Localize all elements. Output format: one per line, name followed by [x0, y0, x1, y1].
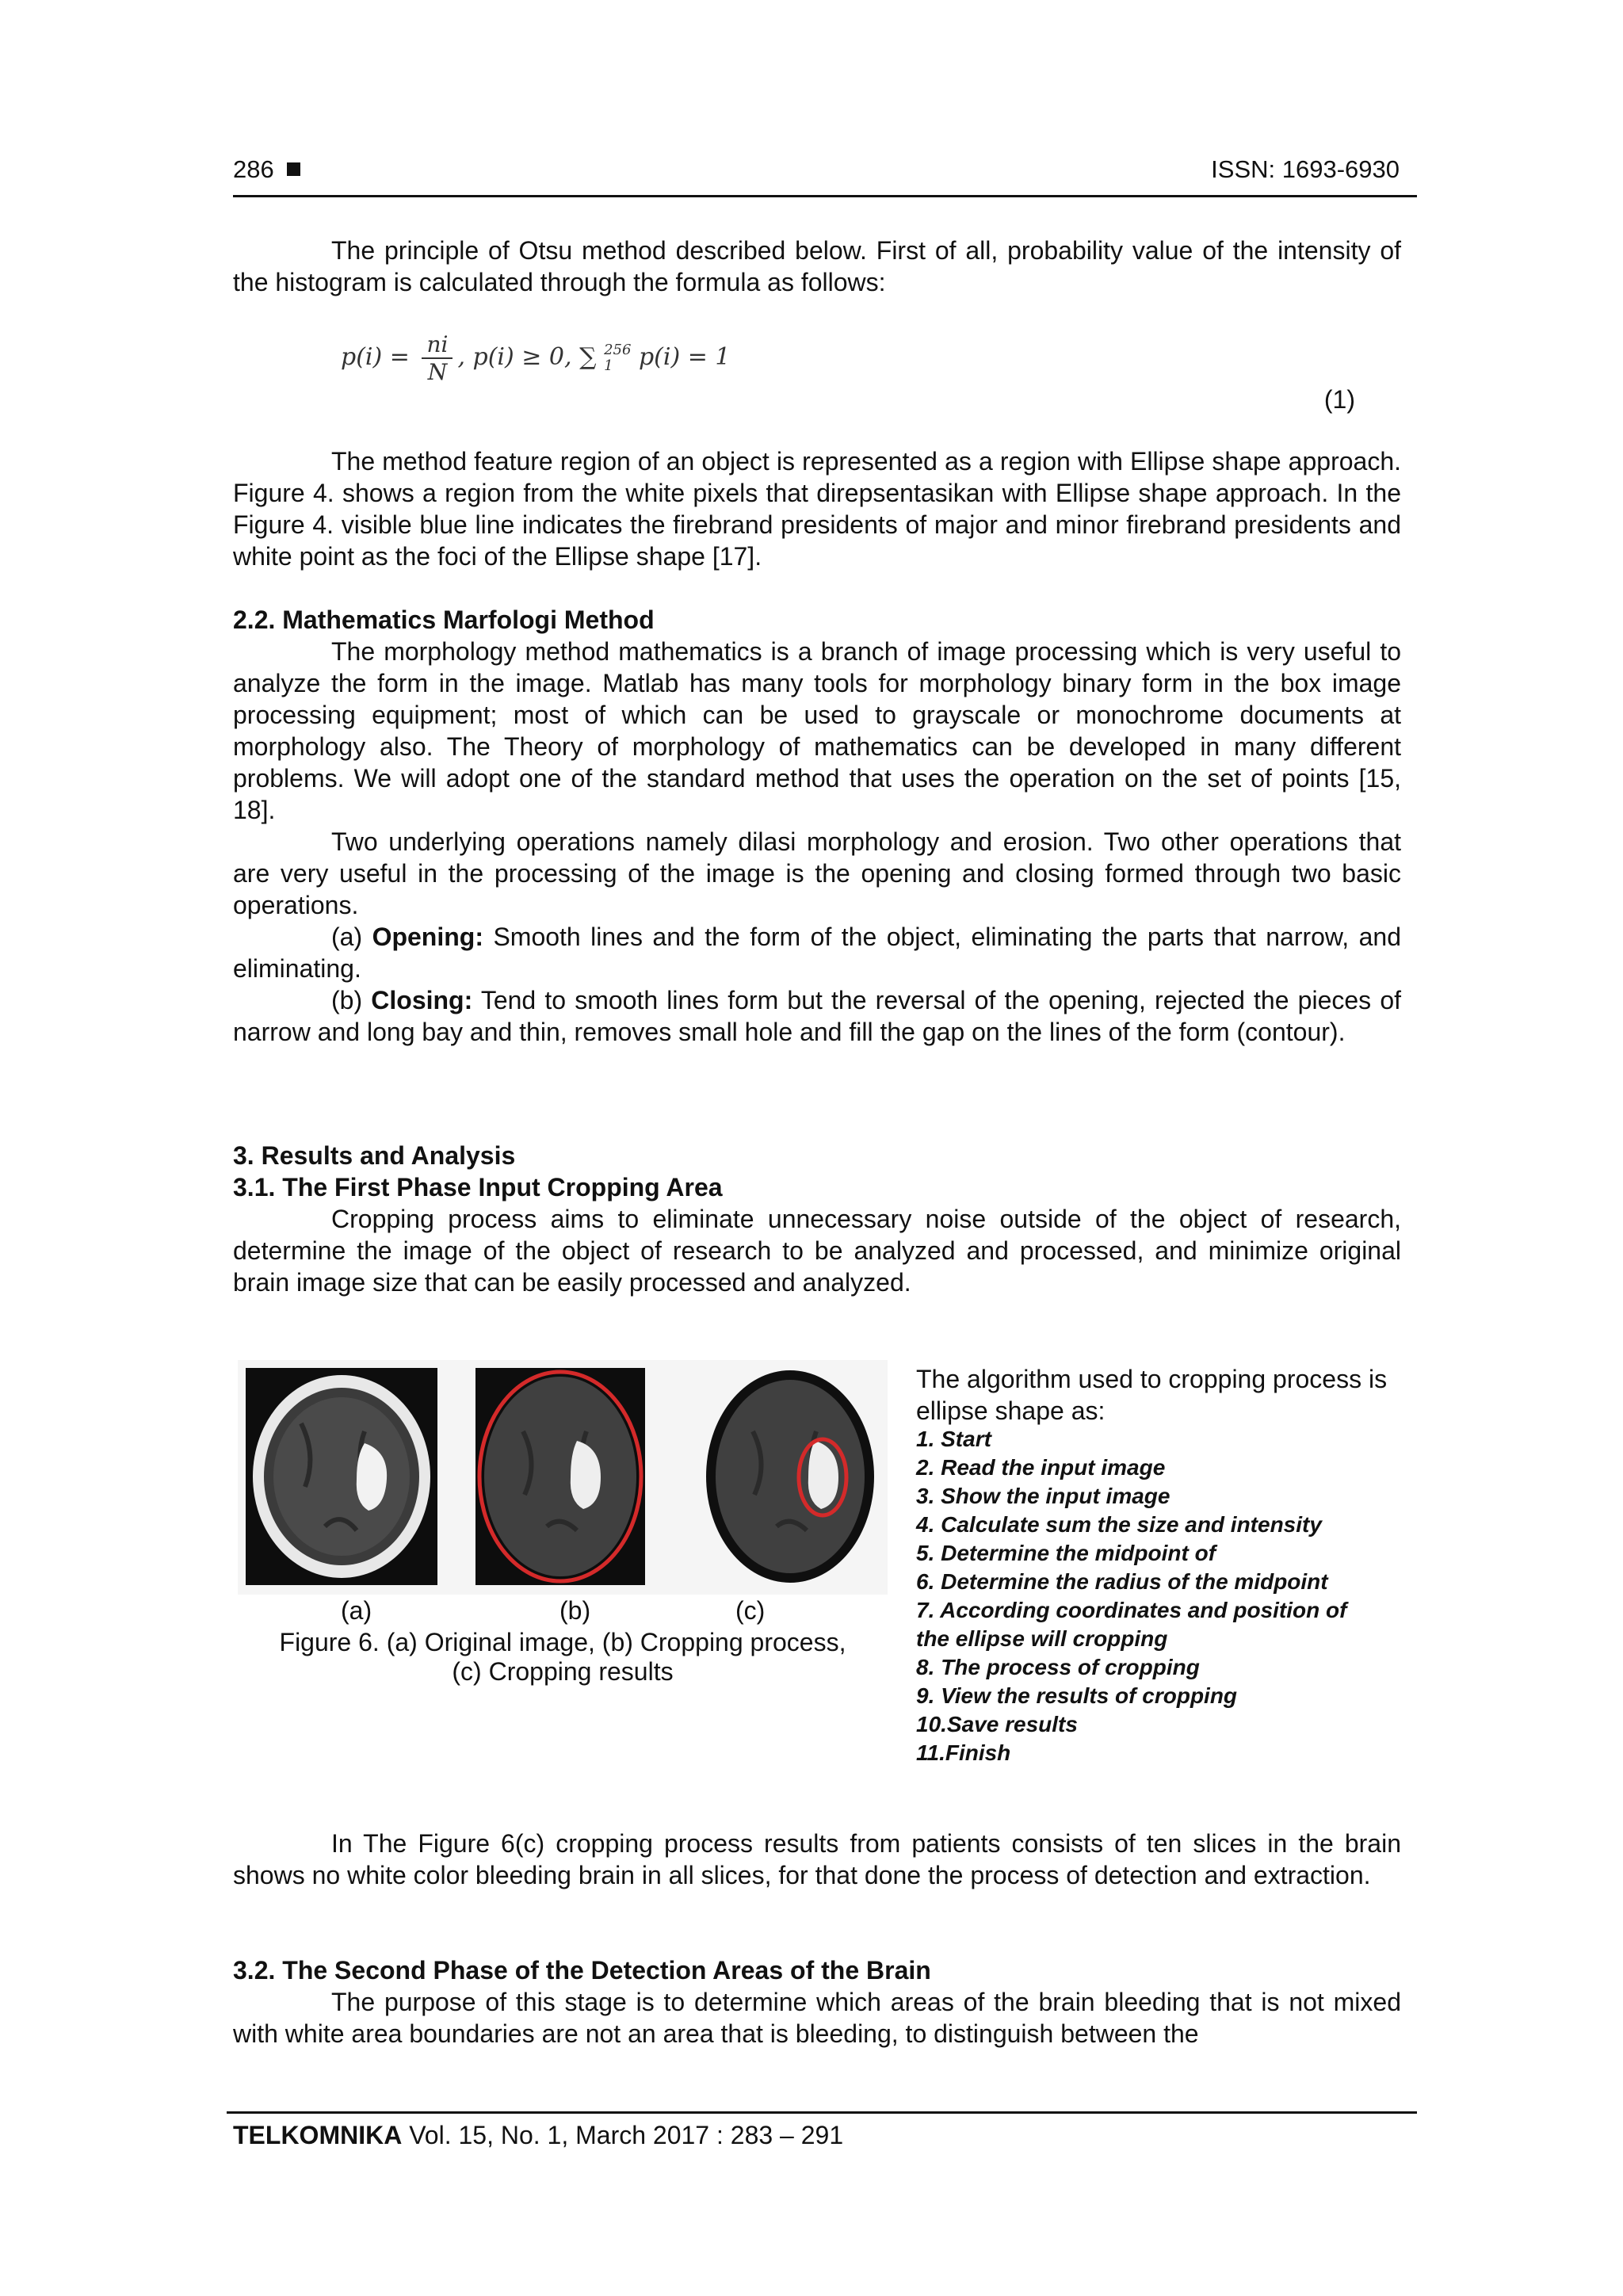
- section3-paragraph-1: Cropping process aims to eliminate unnecessary noise outside of the object of research, determine the image of the object of research to be analyzed and processed, and minimize original brain image size that can be easily processed and analyzed.: [233, 1205, 1401, 1297]
- equation-number: (1): [1323, 385, 1355, 414]
- after-figure-paragraph: In The Figure 6(c) cropping process results from patients consists of ten slices in the brain shows no white color bleeding brain in all slices, for that done the process of detection and extraction.: [233, 1829, 1401, 1889]
- section-heading-3: 3. Results and Analysis: [233, 1141, 516, 1170]
- list-item: 7. According coordinates and position of: [916, 1598, 1347, 1622]
- list-item: 5. Determine the midpoint of: [916, 1541, 1216, 1565]
- header-rule: [233, 195, 1417, 197]
- figure-label-c: (c): [735, 1596, 766, 1625]
- closing-definition: (b) Closing: Tend to smooth lines form but the reversal of the opening, rejected the pieces of narrow and long bay and thin, removes small hole and fill the gap on the lines of the form (contour).: [233, 986, 1402, 1046]
- list-item: 8. The process of cropping: [916, 1655, 1200, 1679]
- list-item: 4. Calculate sum the size and intensity: [916, 1512, 1322, 1537]
- list-item: 3. Show the input image: [916, 1484, 1170, 1508]
- figure-label-a: (a): [341, 1596, 372, 1625]
- list-item: 9. View the results of cropping: [916, 1683, 1238, 1708]
- algorithm-intro: The algorithm used to cropping process is ellipse shape as:: [916, 1365, 1388, 1425]
- list-item: 2. Read the input image: [916, 1455, 1166, 1480]
- list-item: 10.Save results: [916, 1712, 1078, 1736]
- ct-original-image: [246, 1368, 437, 1585]
- figure-caption: Figure 6. (a) Original image, (b) Cropping process, (c) Cropping results: [279, 1628, 846, 1686]
- section22-paragraph-2: Two underlying operations namely dilasi morphology and erosion. Two other operations that are very useful in the processing of the image is the opening and closing formed through two basic operations.: [233, 827, 1401, 919]
- figure-6-images: [238, 1360, 888, 1595]
- footer-citation: TELKOMNIKA Vol. 15, No. 1, March 2017 : 283 – 291: [233, 2121, 844, 2149]
- footer-rule: [227, 2111, 1417, 2114]
- intro-paragraph-2: The method feature region of an object is represented as a region with Ellipse shape approach. Figure 4. shows a region from the white pixels that direpsentasikan with Ellipse shape approach. In the Figure 4. visible blue line indicates the firebrand presidents of major and minor firebrand presidents and white point as the foci of the Ellipse shape [17].: [233, 447, 1401, 571]
- section22-paragraph-1: The morphology method mathematics is a branch of image processing which is very useful to analyze the form in the image. Matlab has many tools for morphology binary form in the box image processing equipment; most of which can be used to grayscale or monochrome documents at morphology also. The Theory of morphology of mathematics can be developed in many different problems. We will adopt one of the standard method that uses the operation on the set of points [15, 18].: [233, 637, 1401, 824]
- issn: ISSN: 1693-6930: [1211, 155, 1400, 183]
- section-heading-3-2: 3.2. The Second Phase of the Detection Areas of the Brain: [233, 1956, 931, 1985]
- section32-paragraph-1: The purpose of this stage is to determine which areas of the brain bleeding that is not mixed with white area boundaries are not an area that is bleeding, to distinguish between the: [233, 1988, 1401, 2048]
- list-item: 1. Start: [916, 1427, 991, 1451]
- section-heading-3-1: 3.1. The First Phase Input Cropping Area: [233, 1173, 723, 1201]
- figure-label-b: (b): [559, 1596, 591, 1625]
- ct-cropping-result-image: [705, 1368, 875, 1585]
- algorithm-steps: [916, 1425, 1346, 1767]
- square-bullet-icon: [287, 162, 300, 176]
- otsu-formula: p(i) = $\frac{ni}{N}$ , p(i) ≥ 0, ∑ 256 1 p(i) = 1: [341, 331, 731, 385]
- ct-cropping-process-image: [475, 1368, 645, 1585]
- list-item: 11.Finish: [916, 1740, 1011, 1765]
- opening-definition: (a) Opening: Smooth lines and the form of the object, eliminating the parts that narrow, and eliminating.: [233, 923, 1402, 983]
- section-heading-2-2: 2.2. Mathematics Marfologi Method: [233, 606, 655, 634]
- intro-paragraph-1: The principle of Otsu method described below. First of all, probability value of the intensity of the histogram is calculated through the formula as follows:: [233, 236, 1401, 296]
- list-item: the ellipse will cropping: [916, 1626, 1168, 1651]
- page-number: 286: [233, 155, 300, 184]
- list-item: 6. Determine the radius of the midpoint: [916, 1569, 1328, 1594]
